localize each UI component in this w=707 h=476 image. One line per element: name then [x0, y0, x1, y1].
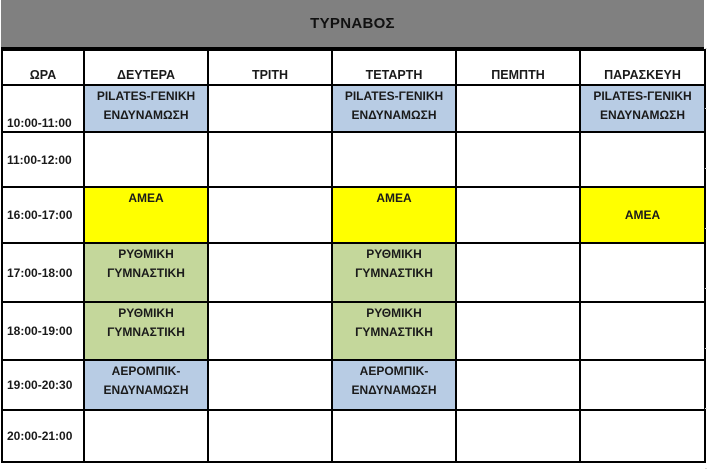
class-cell-wednesday[interactable]	[332, 187, 456, 243]
class-name-line1: PILATES-ΓΕΝΙΚΗ	[96, 89, 196, 103]
class-cell-monday[interactable]	[84, 302, 208, 360]
class-name-line2: ΓΥΜΝΑΣΤΙΚΗ	[355, 325, 433, 339]
class-name-line2: ΓΥΜΝΑΣΤΙΚΗ	[355, 266, 433, 280]
class-cell-friday[interactable]	[580, 132, 705, 187]
class-cell-wednesday[interactable]	[332, 410, 456, 462]
class-cell-thursday[interactable]	[456, 360, 580, 410]
class-cell-monday[interactable]	[84, 410, 208, 462]
class-cell-tuesday[interactable]	[208, 302, 332, 360]
table-row	[2, 302, 705, 360]
class-name-line2: ΕΝΔΥΝΑΜΩΣΗ	[599, 108, 686, 122]
schedule-table	[1, 49, 706, 463]
class-name-line1: ΡΥΘΜΙΚΗ	[118, 306, 174, 320]
class-cell-tuesday[interactable]	[208, 243, 332, 302]
table-row	[2, 410, 705, 462]
header-friday: ΠΑΡΑΣΚΕΥΗ	[580, 50, 705, 85]
class-cell-wednesday[interactable]	[332, 85, 456, 132]
class-cell-tuesday[interactable]	[208, 360, 332, 410]
time-slot: 10:00-11:00	[2, 85, 84, 132]
header-time: ΩΡΑ	[2, 50, 84, 85]
class-cell-monday[interactable]	[84, 132, 208, 187]
table-row	[2, 187, 705, 243]
class-cell-thursday[interactable]	[456, 132, 580, 187]
class-name-line2: ΕΝΔΥΝΑΜΩΣΗ	[351, 383, 437, 397]
class-cell-tuesday[interactable]	[208, 85, 332, 132]
class-name-line1: ΡΥΘΜΙΚΗ	[118, 247, 174, 261]
class-name-line1: ΑΜΕΑ	[128, 191, 164, 205]
table-row	[2, 132, 705, 187]
class-name-line2: ΓΥΜΝΑΣΤΙΚΗ	[107, 325, 185, 339]
class-name-line1: PILATES-ΓΕΝΙΚΗ	[593, 89, 692, 103]
class-cell-wednesday[interactable]	[332, 243, 456, 302]
class-name-line1: ΑΜΕΑ	[624, 207, 661, 222]
header-tuesday: ΤΡΙΤΗ	[208, 50, 332, 85]
table-row	[2, 360, 705, 410]
class-cell-monday[interactable]	[84, 360, 208, 410]
header-wednesday: ΤΕΤΑΡΤΗ	[332, 50, 456, 85]
class-cell-monday[interactable]	[84, 85, 208, 132]
header-row	[2, 50, 705, 85]
class-cell-monday[interactable]	[84, 243, 208, 302]
schedule-sheet	[1, 0, 704, 463]
class-cell-thursday[interactable]	[456, 85, 580, 132]
class-cell-thursday[interactable]	[456, 187, 580, 243]
class-cell-wednesday[interactable]	[332, 360, 456, 410]
time-slot: 11:00-12:00	[2, 132, 84, 187]
class-cell-friday[interactable]	[580, 360, 705, 410]
time-slot: 18:00-19:00	[2, 302, 84, 360]
table-row	[2, 85, 705, 132]
class-cell-wednesday[interactable]	[332, 302, 456, 360]
class-name-line2: ΕΝΔΥΝΑΜΩΣΗ	[103, 108, 189, 122]
time-slot: 20:00-21:00	[2, 410, 84, 462]
class-name-line1: ΑΕΡΟΜΠΙΚ-	[359, 364, 429, 378]
time-slot: 16:00-17:00	[2, 187, 84, 243]
class-name-line1: ΑΕΡΟΜΠΙΚ-	[111, 364, 181, 378]
class-name-line2: ΕΝΔΥΝΑΜΩΣΗ	[103, 383, 189, 397]
class-cell-tuesday[interactable]	[208, 410, 332, 462]
class-cell-tuesday[interactable]	[208, 132, 332, 187]
class-cell-friday[interactable]	[580, 302, 705, 360]
class-cell-friday[interactable]	[580, 85, 705, 132]
class-cell-friday[interactable]	[580, 243, 705, 302]
class-name-line1: ΑΜΕΑ	[376, 191, 412, 205]
header-monday: ΔΕΥΤΕΡΑ	[84, 50, 208, 85]
class-cell-tuesday[interactable]	[208, 187, 332, 243]
class-name-line1: ΡΥΘΜΙΚΗ	[366, 306, 422, 320]
header-thursday: ΠΕΜΠΤΗ	[456, 50, 580, 85]
class-name-line2: ΕΝΔΥΝΑΜΩΣΗ	[351, 108, 437, 122]
class-cell-friday[interactable]	[580, 410, 705, 462]
class-cell-monday[interactable]	[84, 187, 208, 243]
table-row	[2, 243, 705, 302]
class-cell-thursday[interactable]	[456, 302, 580, 360]
class-cell-friday[interactable]	[580, 187, 705, 243]
time-slot: 17:00-18:00	[2, 243, 84, 302]
class-cell-wednesday[interactable]	[332, 132, 456, 187]
time-slot: 19:00-20:30	[2, 360, 84, 410]
class-name-line1: ΡΥΘΜΙΚΗ	[366, 247, 422, 261]
class-cell-thursday[interactable]	[456, 410, 580, 462]
schedule-title: ΤΥΡΝΑΒΟΣ	[1, 0, 704, 49]
class-name-line1: PILATES-ΓΕΝΙΚΗ	[344, 89, 444, 103]
class-cell-thursday[interactable]	[456, 243, 580, 302]
class-name-line2: ΓΥΜΝΑΣΤΙΚΗ	[107, 266, 185, 280]
